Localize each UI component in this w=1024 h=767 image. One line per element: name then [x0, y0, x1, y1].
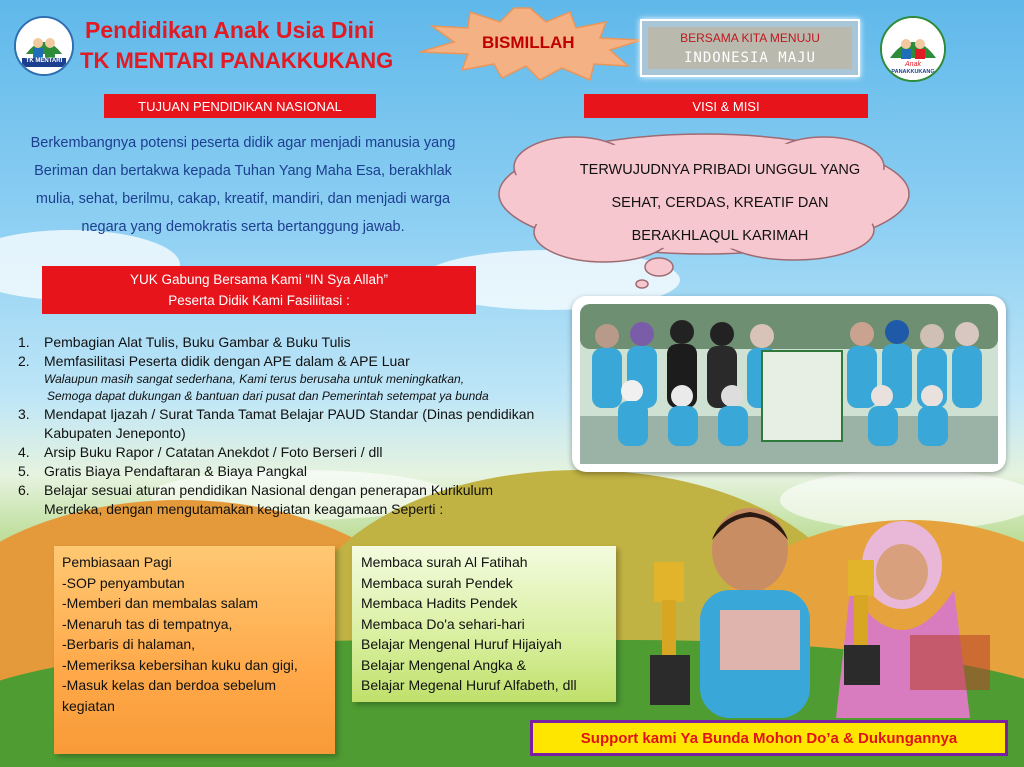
list-number: 2. — [18, 353, 30, 369]
school-logo-right — [880, 16, 946, 82]
logo-text: PANAKKUKANG — [891, 69, 935, 75]
habit-item: Pembiasaan Pagi — [62, 554, 172, 570]
habit-item: -Memberi dan membalas salam — [62, 595, 259, 611]
habit-item: -Berbaris di halaman, — [62, 636, 196, 652]
list-text: Gratis Biaya Pendaftaran & Biaya Pangkal — [44, 463, 308, 479]
list-item — [18, 443, 548, 462]
list-number: 1. — [18, 334, 30, 350]
habits-box — [54, 546, 335, 754]
religious-item: Membaca Do'a sehari-hari — [361, 615, 525, 632]
tujuan-heading: TUJUAN PENDIDIKAN NASIONAL — [104, 94, 376, 118]
school-name: TK MENTARI PANAKKUKANG — [80, 48, 394, 73]
motto-line-2: INDONESIA MAJU — [683, 50, 816, 66]
visi-line: BERAKHLAQUL KARIMAH — [631, 228, 809, 244]
religious-item: Membaca surah Pendek — [361, 574, 513, 591]
list-item — [18, 333, 548, 352]
gabung-banner — [42, 266, 476, 314]
note-line: Walaupun masih sangat sederhana, Kami terus berusaha untuk meningkatkan, — [44, 372, 465, 386]
religious-item: Belajar Megenal Huruf Alfabeth, dll — [361, 677, 577, 693]
list-text: Memfasilitasi Peserta didik dengan APE dalam & APE Luar — [44, 353, 410, 369]
habit-item: -SOP penyambutan — [62, 574, 185, 591]
visi-line: TERWUJUDNYA PRIBADI UNGGUL YANG — [579, 162, 861, 178]
list-item — [18, 462, 548, 481]
bismillah-label: BISMILLAH — [482, 33, 575, 52]
support-banner: Support kami Ya Bunda Mohon Do’a & Dukungannya — [530, 720, 1008, 756]
religious-list — [352, 546, 616, 702]
page-title: Pendidikan Anak Usia Dini — [85, 17, 375, 43]
habit-item: -Menaruh tas di tempatnya, — [62, 615, 233, 632]
gabung-line-2: Peserta Didik Kami Fasiliitasi : — [168, 293, 350, 308]
tujuan-line: Beriman dan bertakwa kepada Tuhan Yang Maha Esa, berakhlak — [34, 163, 452, 179]
list-text: Belajar sesuai aturan pendidikan Nasional dengan penerapan Kurikulum Merdeka, dengan mengutamakan kegiatan keagamaan Seperti : — [44, 482, 494, 517]
logo-text: TK MENTARI — [25, 58, 63, 64]
list-text: Pembagian Alat Tulis, Buku Gambar & Buku Tulis — [44, 334, 351, 350]
religious-box — [352, 546, 616, 702]
motto-line-1: BERSAMA KITA MENUJU — [680, 31, 820, 45]
list-number: 6. — [18, 482, 30, 498]
list-number: 4. — [18, 444, 30, 460]
tujuan-line: negara yang demokratis serta bertanggung jawab. — [81, 219, 405, 235]
list-number: 5. — [18, 463, 30, 479]
tujuan-line: mulia, sehat, berilmu, cakap, kreatif, mandiri, dan menjadi warga — [35, 191, 451, 207]
list-item — [18, 405, 548, 443]
visi-text — [540, 154, 900, 253]
logo-text: Anak — [905, 61, 921, 68]
motto-box — [640, 19, 860, 77]
religious-item: Membaca Hadits Pendek — [361, 595, 518, 611]
religious-item: Belajar Mengenal Huruf Hijaiyah — [361, 636, 562, 652]
habits-list — [54, 546, 335, 722]
list-text: Mendapat Ijazah / Surat Tanda Tamat Belajar PAUD Standar (Dinas pendidikan Kabupaten Jeneponto) — [44, 406, 535, 441]
list-number: 3. — [18, 406, 30, 422]
religious-item: Belajar Mengenal Angka & — [361, 656, 526, 673]
visi-line: SEHAT, CERDAS, KREATIF DAN — [611, 195, 829, 211]
list-text: Arsip Buku Rapor / Catatan Anekdot / Foto Berseri / dll — [44, 444, 383, 460]
gabung-line-1: YUK Gabung Bersama Kami “IN Sya Allah” — [129, 272, 389, 287]
list-item — [18, 481, 548, 519]
facility-note — [18, 371, 548, 405]
tujuan-line: Berkembangnya potensi peserta didik agar menjadi manusia yang — [30, 135, 456, 151]
school-logo-left — [14, 16, 74, 76]
group-photo-image — [572, 296, 1006, 472]
habit-item: kegiatan — [62, 697, 115, 714]
group-photo — [572, 296, 1006, 472]
facilities-list — [18, 333, 548, 519]
school-logo-icon — [16, 18, 72, 74]
list-item — [18, 352, 548, 371]
visi-heading: VISI & MISI — [584, 94, 868, 118]
habit-item: -Masuk kelas dan berdoa sebelum — [62, 677, 277, 693]
habit-item: -Memeriksa kebersihan kuku dan gigi, — [62, 656, 298, 673]
children-trophies-photo — [640, 500, 1020, 718]
note-line: Semoga dapat dukungan & bantuan dari pusat dan Pemerintah setempat ya bunda — [47, 389, 489, 403]
religious-item: Membaca surah Al Fatihah — [361, 554, 528, 570]
tujuan-paragraph — [0, 129, 486, 241]
